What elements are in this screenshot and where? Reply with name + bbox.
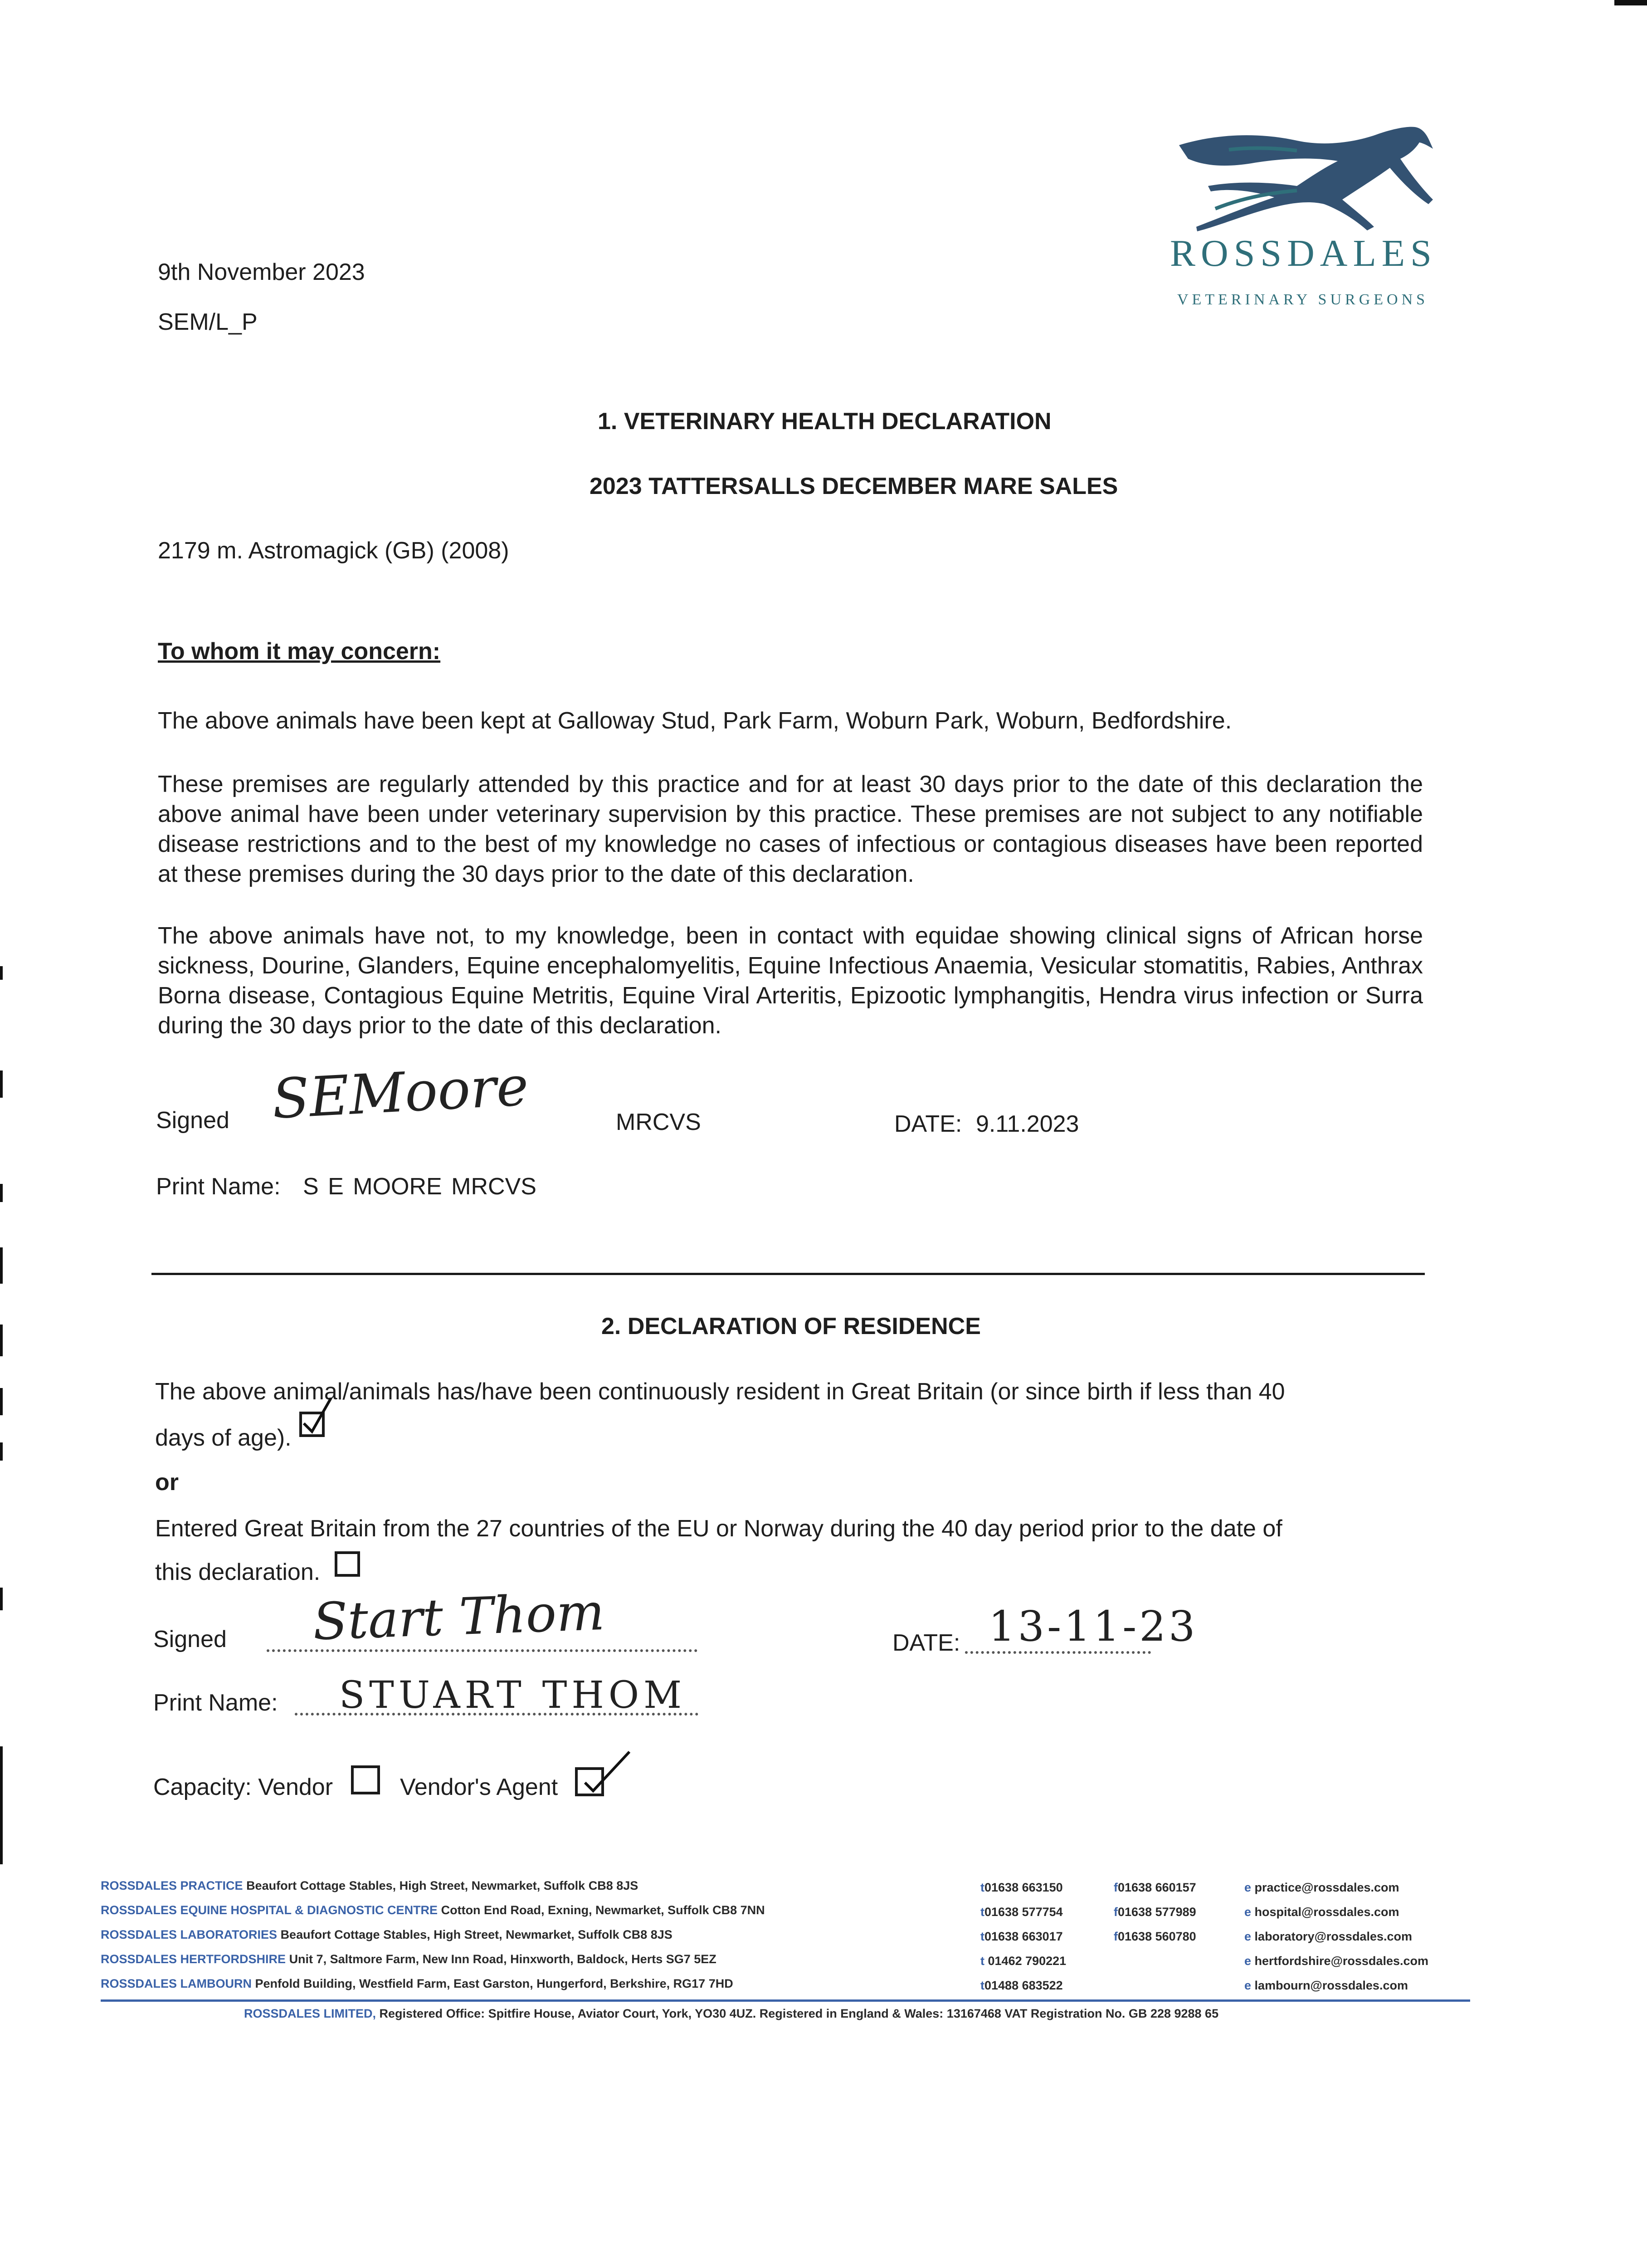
email-address: hertfordshire@rossdales.com (1254, 1954, 1428, 1968)
footer-office-5 (101, 1971, 733, 1996)
scan-mark-top-right (1614, 0, 1647, 5)
date-label-2: DATE: (892, 1630, 960, 1656)
phone-number: 01488 683522 (984, 1979, 1063, 1992)
scan-mark-left-5 (0, 1325, 3, 1356)
fax-number: 01638 577989 (1118, 1905, 1196, 1919)
signed-label-2: Signed (153, 1626, 227, 1652)
phone-3[interactable] (980, 1924, 1063, 1949)
footer (101, 1873, 1475, 2028)
office-name: ROSSDALES PRACTICE (101, 1879, 243, 1892)
signature-thom[interactable]: Start Thom (312, 1582, 606, 1652)
email-address: practice@rossdales.com (1254, 1881, 1399, 1894)
email-address: hospital@rossdales.com (1254, 1905, 1399, 1919)
letter-date: 9th November 2023 (158, 259, 365, 285)
section1-heading: 1. VETERINARY HEALTH DECLARATION (598, 408, 1052, 435)
phone-4[interactable] (980, 1949, 1066, 1973)
email-prefix: e (1244, 1954, 1252, 1968)
office-address: Beaufort Cottage Stables, High Street, Newmarket, Suffolk CB8 8JS (280, 1928, 672, 1941)
date-value-2[interactable]: 13-11-23 (989, 1602, 1198, 1651)
footer-office-2 (101, 1898, 765, 1922)
footer-office-1 (101, 1873, 638, 1898)
date-line-2 (965, 1651, 1151, 1654)
logo-tagline: VETERINARY SURGEONS (1177, 291, 1429, 308)
paragraph-contact: The above animals have not, to my knowledge, been in contact with equidae showing clinical signs of African horse sickness, Dourine, Glanders, Equine encephalomyelitis, Equine Infectious Anaemia, Vesicular stomatitis, Rabies, Anthrax Borna disease, Contagious Equine Metritis, Equine Viral Arteritis, Epizootic lymphangitis, Hendra virus infection or Surra during the 30 days prior to the date of this declaration. (158, 923, 1423, 1039)
logo-name: ROSSDALES (1170, 232, 1437, 274)
scan-mark-left-6 (0, 1388, 3, 1415)
animal-name: 2179 m. Astromagick (GB) (2008) (158, 538, 509, 564)
fax-number: 01638 560780 (1118, 1930, 1196, 1943)
section2-heading: 2. DECLARATION OF RESIDENCE (601, 1313, 981, 1339)
date-value-1: 9.11.2023 (976, 1111, 1079, 1137)
paragraph-premises: The above animals have been kept at Galloway Stud, Park Farm, Woburn Park, Woburn, Bedfordshire. (158, 708, 1232, 734)
scan-mark-left-2 (0, 1070, 3, 1098)
registered-office (244, 2001, 1218, 2026)
or-label: or (155, 1469, 179, 1496)
phone-prefix: t (980, 1930, 984, 1943)
phone-number: 01638 663017 (984, 1930, 1063, 1943)
email-address: laboratory@rossdales.com (1254, 1930, 1413, 1943)
section-divider (151, 1273, 1425, 1275)
phone-number: 01462 790221 (988, 1954, 1067, 1968)
checkmark-icon (579, 1747, 633, 1797)
office-address: Penfold Building, Westfield Farm, East Garston, Hungerford, Berkshire, RG17 7HD (255, 1977, 733, 1990)
qualification-label: MRCVS (616, 1109, 701, 1135)
horse-logo-icon (1161, 113, 1442, 240)
email-address: lambourn@rossdales.com (1254, 1979, 1408, 1992)
scan-mark-left-1 (0, 966, 3, 980)
signed-label-1: Signed (156, 1107, 229, 1134)
vendor-agent-label: Vendor's Agent (400, 1774, 558, 1800)
email-prefix: e (1244, 1881, 1252, 1894)
print-name-value-2[interactable]: STUART THOM (339, 1674, 687, 1717)
paragraph-supervision: These premises are regularly attended by this practice and for at least 30 days prior to the date of this declaration the above animal have been under veterinary supervision by this practice. These premises are not subject to any notifiable disease restrictions and to the best of my knowledge no cases of infectious or contagious diseases have been reported at these premises during the 30 days prior to the date of this declaration. (158, 771, 1423, 887)
print-name-value-1: S E MOORE MRCVS (303, 1173, 536, 1200)
checkmark-icon (299, 1396, 336, 1437)
phone-prefix: t (980, 1979, 984, 1992)
registered-text: Registered Office: Spitfire House, Aviator Court, York, YO30 4UZ. Registered in England & Wales: 13167468 VAT Registration No. GB 228 9288 65 (379, 2007, 1219, 2020)
phone-prefix: t (980, 1905, 984, 1919)
phone-5[interactable] (980, 1973, 1063, 1998)
fax-3 (1114, 1924, 1196, 1949)
scan-mark-left-4 (0, 1247, 3, 1284)
option1-line2: days of age). (155, 1425, 292, 1451)
email-prefix: e (1244, 1930, 1252, 1943)
letter-reference: SEM/L_P (158, 309, 258, 335)
fax-prefix: f (1114, 1905, 1118, 1919)
office-name: ROSSDALES LABORATORIES (101, 1928, 278, 1941)
footer-office-3 (101, 1922, 672, 1947)
email-4[interactable] (1244, 1949, 1428, 1973)
fax-prefix: f (1114, 1930, 1118, 1943)
fax-1 (1114, 1875, 1196, 1900)
date-label-1: DATE: (894, 1111, 962, 1137)
scan-mark-left-9 (0, 1746, 3, 1864)
capacity-label: Capacity: Vendor (153, 1774, 333, 1800)
entered-checkbox[interactable] (335, 1551, 360, 1577)
salutation: To whom it may concern: (158, 638, 441, 665)
phone-1[interactable] (980, 1875, 1063, 1900)
fax-2 (1114, 1900, 1196, 1924)
scan-mark-left-8 (0, 1588, 3, 1610)
email-prefix: e (1244, 1979, 1252, 1992)
footer-office-4 (101, 1947, 716, 1971)
phone-number: 01638 663150 (984, 1881, 1063, 1894)
phone-number: 01638 577754 (984, 1905, 1063, 1919)
email-prefix: e (1244, 1905, 1252, 1919)
phone-prefix: t (980, 1881, 984, 1894)
office-address: Beaufort Cottage Stables, High Street, Newmarket, Suffolk CB8 8JS (246, 1879, 638, 1892)
phone-2[interactable] (980, 1900, 1063, 1924)
office-name: ROSSDALES HERTFORDSHIRE (101, 1952, 286, 1966)
office-name: ROSSDALES EQUINE HOSPITAL & DIAGNOSTIC CENTRE (101, 1903, 438, 1917)
office-address: Unit 7, Saltmore Farm, New Inn Road, Hinxworth, Baldock, Herts SG7 5EZ (289, 1952, 716, 1966)
email-2[interactable] (1244, 1900, 1399, 1924)
resident-checkbox[interactable] (299, 1412, 325, 1437)
vendor-agent-checkbox[interactable] (575, 1767, 604, 1796)
option1-line1: The above animal/animals has/have been continuously resident in Great Britain (or since birth if less than 40 (155, 1378, 1285, 1405)
option2-line1: Entered Great Britain from the 27 countries of the EU or Norway during the 40 day period prior to the date of (155, 1515, 1282, 1542)
print-name-label-2: Print Name: (153, 1690, 278, 1716)
office-address: Cotton End Road, Exning, Newmarket, Suffolk CB8 7NN (441, 1903, 765, 1917)
email-1[interactable] (1244, 1875, 1399, 1900)
email-3[interactable] (1244, 1924, 1412, 1949)
registered-org: ROSSDALES LIMITED, (244, 2007, 376, 2020)
vendor-checkbox[interactable] (351, 1765, 380, 1794)
option2-line2: this declaration. (155, 1559, 321, 1585)
print-name-label-1: Print Name: (156, 1173, 281, 1200)
email-5[interactable] (1244, 1973, 1408, 1998)
signature-moore: SEMoore (270, 1055, 530, 1131)
fax-number: 01638 660157 (1118, 1881, 1196, 1894)
phone-prefix: t (980, 1954, 984, 1968)
fax-prefix: f (1114, 1881, 1118, 1894)
section1-subheading: 2023 TATTERSALLS DECEMBER MARE SALES (590, 473, 1118, 499)
scan-mark-left-3 (0, 1184, 3, 1202)
office-name: ROSSDALES LAMBOURN (101, 1977, 252, 1990)
rossdales-logo (1161, 113, 1442, 322)
scan-mark-left-7 (0, 1442, 3, 1461)
